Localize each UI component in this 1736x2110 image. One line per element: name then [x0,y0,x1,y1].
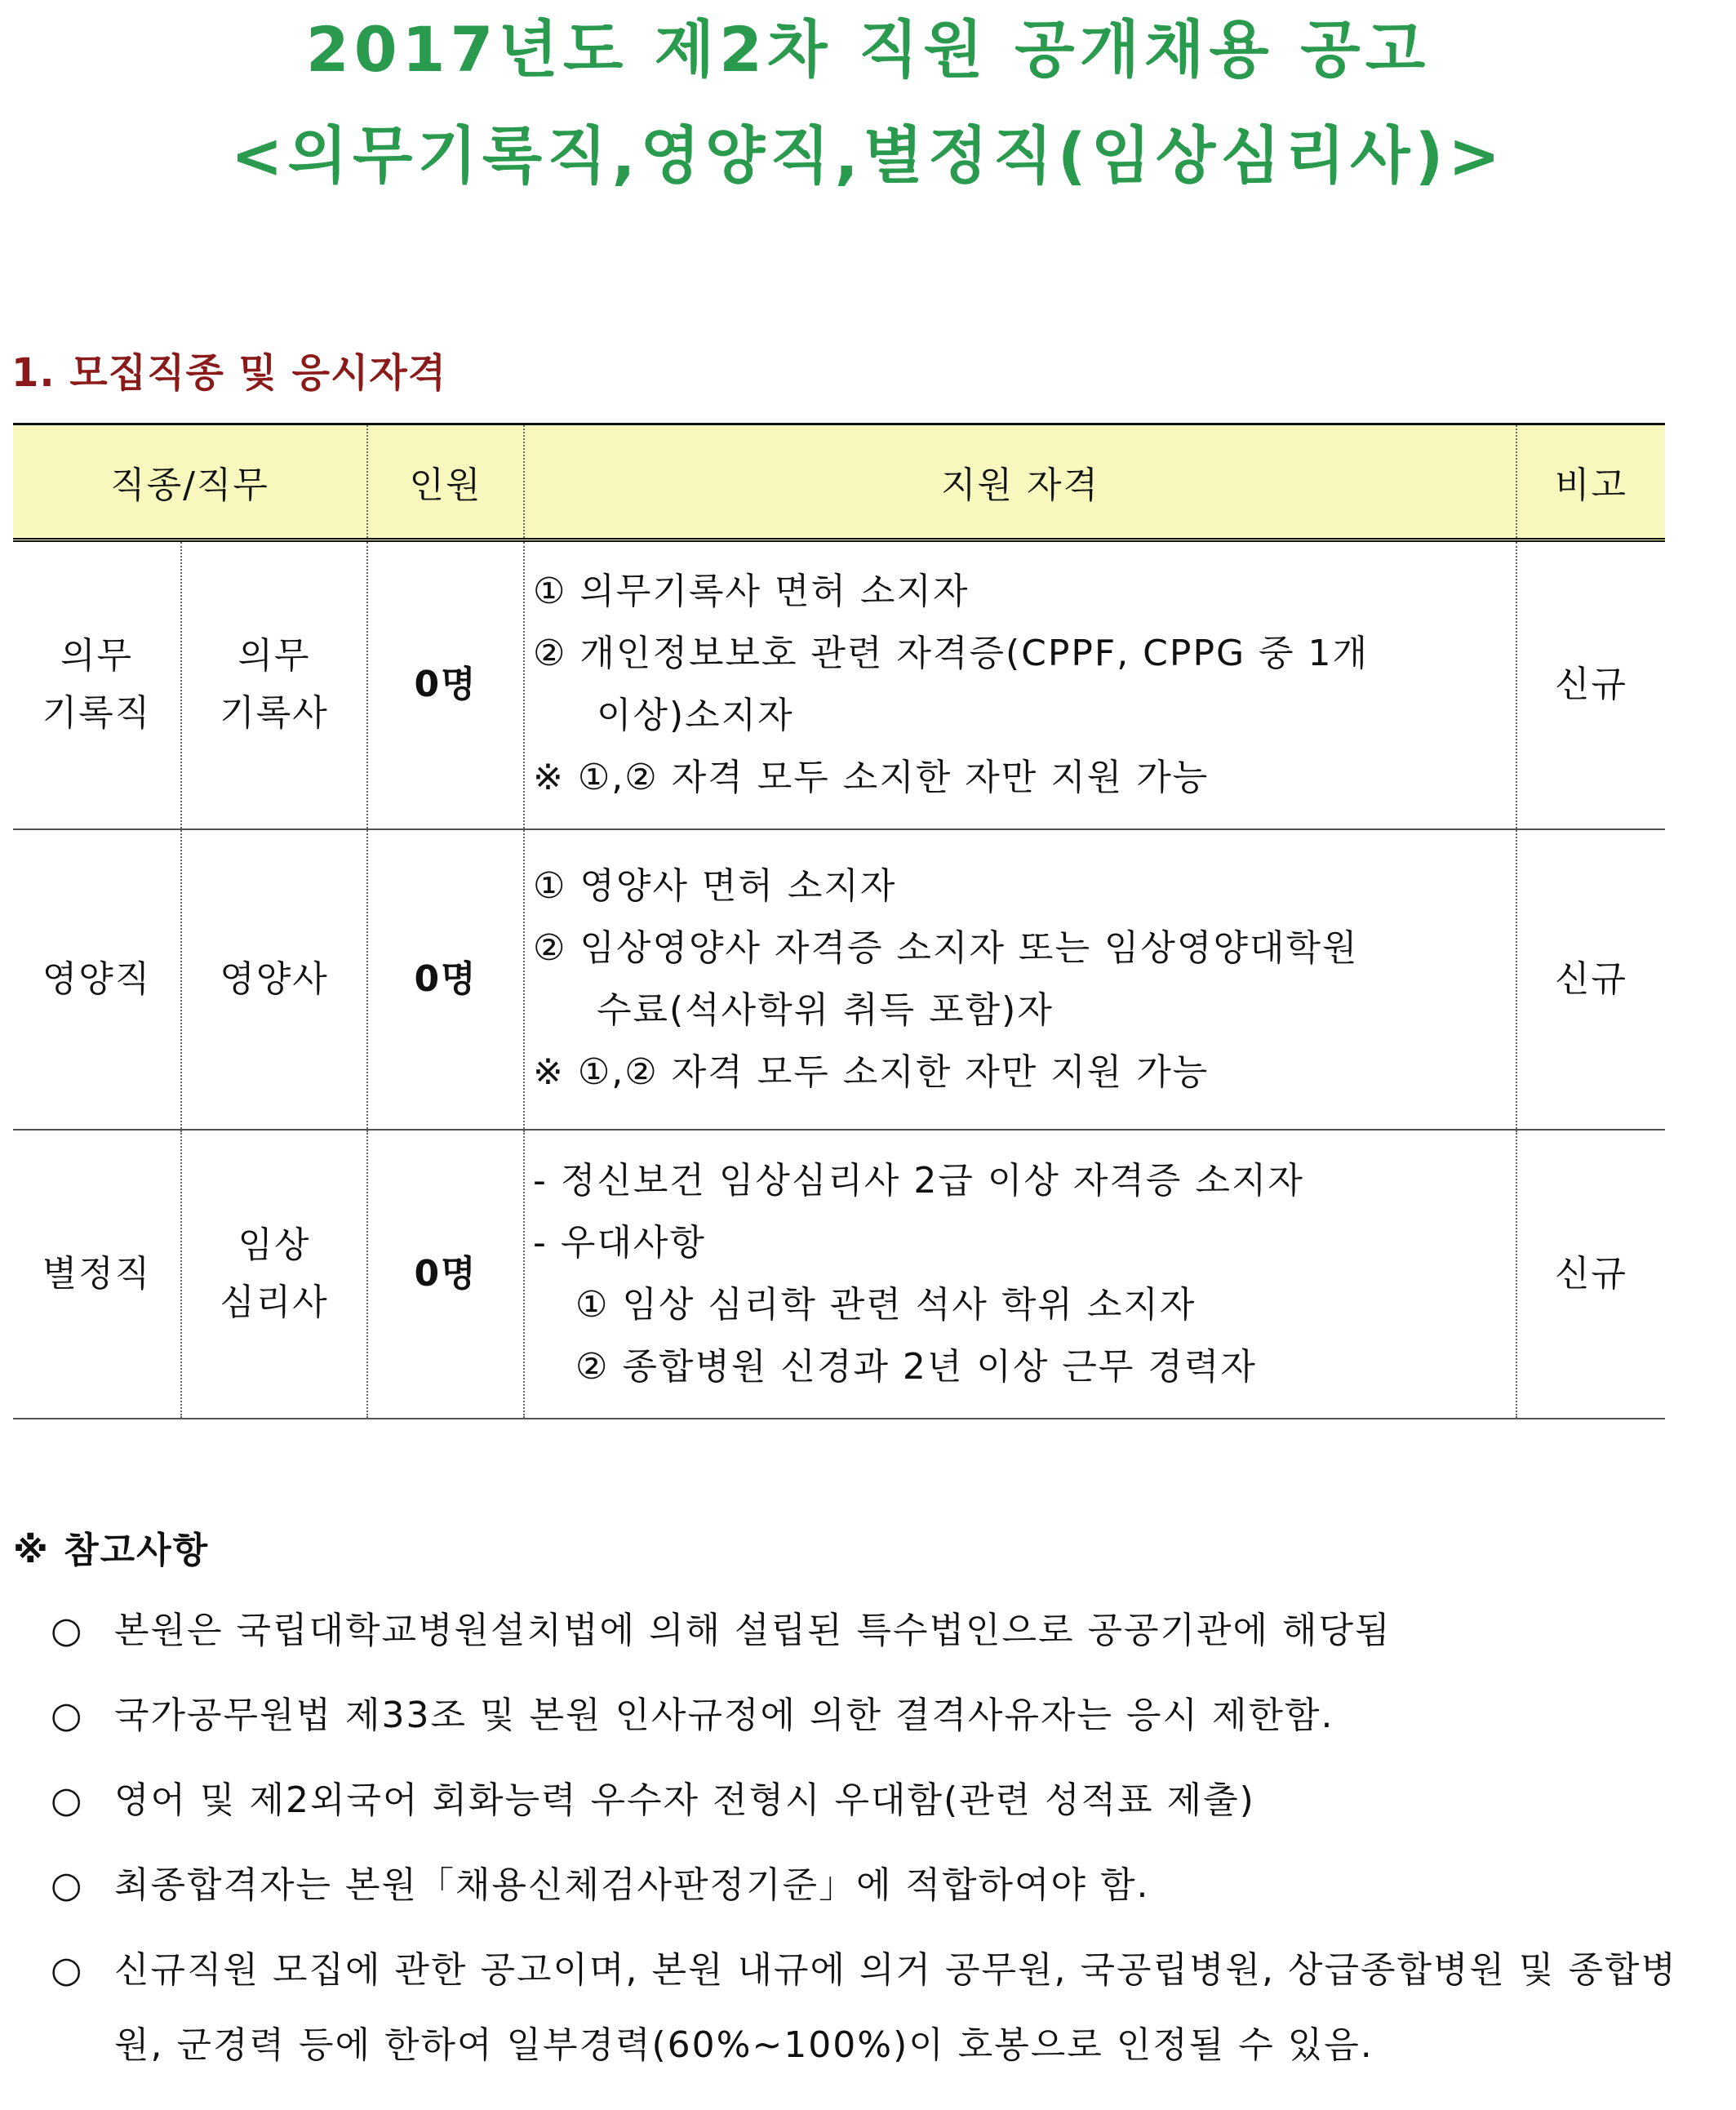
headcount: 0명 [367,829,524,1130]
list-item [13,1678,1719,1753]
list-item [13,1763,1719,1838]
qualification-cell [524,829,1516,1130]
table-row [13,829,1665,1130]
circle-bullet-icon: ○ [51,1949,84,1991]
table-header-row [13,424,1665,540]
notes-heading: ※ 참고사항 [13,1530,210,1571]
headcount: 0명 [367,540,524,829]
note-text: 국가공무원법 제33조 및 본원 인사규정에 의한 결격사유자는 응시 제한함. [114,1695,1334,1736]
headcount: 0명 [367,1130,524,1419]
remark: 신규 [1516,829,1665,1130]
header-count: 인원 [367,424,524,540]
qualification-line: ① 영양사 면허 소지자 [533,864,897,907]
qualification-line: ① 임상 심리학 관련 석사 학위 소지자 [575,1283,1197,1326]
job-duty: 의무 기록사 [220,635,329,735]
job-duty: 임상 심리사 [220,1224,329,1323]
header-note: 비고 [1516,424,1665,540]
job-duty-cell [181,540,367,829]
circle-bullet-icon: ○ [51,1779,84,1821]
header-job: 직종/직무 [13,424,367,540]
circle-bullet-icon: ○ [51,1695,84,1736]
announcement-subtitle: <의무기록직,영양직,별정직(임상심리사)> [230,119,1506,192]
job-category: 별정직 [13,1130,181,1419]
qualification-cell [524,1130,1516,1419]
circle-bullet-icon: ○ [51,1864,84,1906]
qualification-line: ① 의무기록사 면허 소지자 [533,571,970,613]
qualification-line: 이상)소지자 [597,695,794,737]
note-text: 신규직원 모집에 관한 공고이며, 본원 내규에 의거 공무원, 국공립병원, 상급종합병원 및 종합병원, 군경력 등에 한하여 일부경력(60%~100%)이 호봉으로 인정될 수 있음. [114,1949,1677,2066]
qualification-cell [524,540,1516,829]
job-category: 의무 기록직 [42,635,152,735]
qualification-note: ※ ①,② 자격 모두 소지한 자만 지원 가능 [533,757,1210,799]
reference-notes [13,1518,1719,2083]
job-duty: 영양사 [181,829,367,1130]
qualification-line: - 정신보건 임상심리사 2급 이상 자격증 소지자 [533,1159,1304,1202]
table-row [13,1130,1665,1419]
job-category: 영양직 [13,829,181,1130]
announcement-title: 2017년도 제2차 직원 공개채용 공고 [305,13,1431,86]
qualification-line: ② 종합병원 신경과 2년 이상 근무 경력자 [575,1345,1257,1388]
section-heading-recruitment: 1. 모집직종 및 응시자격 [11,350,447,396]
job-category-cell [13,540,181,829]
qualification-line: - 우대사항 [533,1221,706,1264]
job-duty-cell [181,1130,367,1419]
qualification-line: ② 개인정보보호 관련 자격증(CPPF, CPPG 중 1개 [533,633,1370,675]
remark: 신규 [1516,540,1665,829]
qualification-line: ② 임상영양사 자격증 소지자 또는 임상영양대학원 [533,926,1359,969]
circle-bullet-icon: ○ [51,1610,84,1651]
note-text: 본원은 국립대학교병원설치법에 의해 설립된 특수법인으로 공공기관에 해당됨 [114,1610,1392,1651]
list-item [13,1848,1719,1923]
recruitment-table [13,423,1665,1419]
qualification-line: 수료(석사학위 취득 포함)자 [597,988,1054,1031]
qualification-note: ※ ①,② 자격 모두 소지한 자만 지원 가능 [533,1051,1210,1093]
note-text: 영어 및 제2외국어 회화능력 우수자 전형시 우대함(관련 성적표 제출) [114,1779,1255,1821]
note-text: 최종합격자는 본원「채용신체검사판정기준」에 적합하여야 함. [114,1864,1150,1906]
header-qualification: 지원 자격 [524,424,1516,540]
list-item [13,1593,1719,1668]
table-row [13,540,1665,829]
list-item [13,1933,1719,2083]
remark: 신규 [1516,1130,1665,1419]
